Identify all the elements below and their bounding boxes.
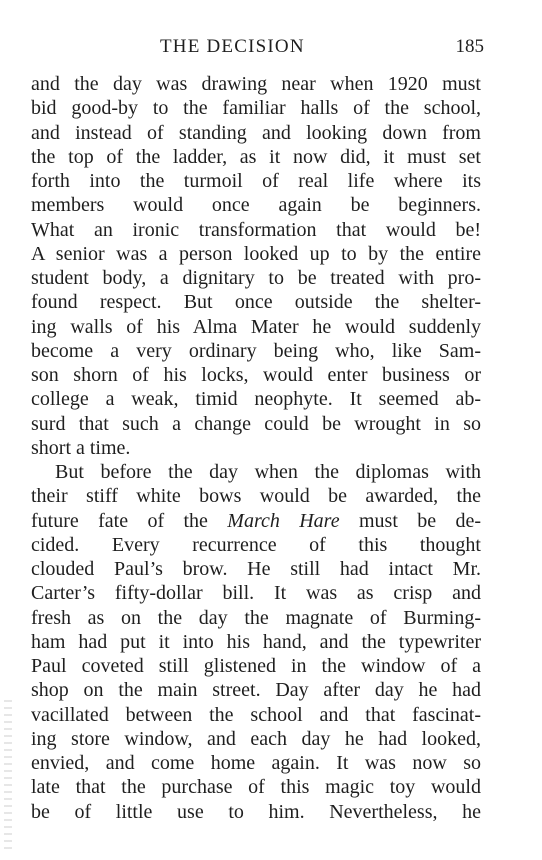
- text-line: son shorn of his locks, would enter business or: [31, 364, 481, 386]
- scan-margin-artifact: [4, 700, 12, 850]
- text-line: late that the purchase of this magic toy would: [31, 776, 481, 799]
- text-line: their stiff white bows would be awarded, the: [31, 485, 481, 508]
- text-line: envied, and come home again. It was now so: [31, 752, 481, 774]
- text-fragment: future fate of the: [31, 509, 208, 532]
- text-line: Paul coveted still glistened in the window of a: [31, 655, 481, 677]
- text-line: bid good-by to the familiar halls of the school,: [31, 97, 481, 120]
- text-line: clouded Paul’s brow. He still had intact Mr.: [31, 558, 481, 580]
- text-line: college a weak, timid neophyte. It seemed ab-: [31, 388, 481, 411]
- body-text: [31, 72, 481, 824]
- page-header: [0, 36, 542, 60]
- text-line: cided. Every recurrence of this thought: [31, 533, 481, 556]
- text-line: Carter’s fifty-dollar bill. It was as crisp and: [31, 582, 481, 605]
- text-line: shop on the main street. Day after day he had: [31, 679, 481, 702]
- text-line: and the day was drawing near when 1920 must: [31, 73, 481, 95]
- text-line: ing walls of his Alma Mater he would suddenly: [31, 315, 481, 338]
- text-line: What an ironic transformation that would be!: [31, 218, 481, 241]
- text-line: the top of the ladder, as it now did, it must set: [31, 145, 481, 168]
- book-title-march-hare: March Hare: [227, 509, 340, 532]
- text-fragment: must be de-: [358, 509, 482, 532]
- text-line: members would once again be beginners.: [31, 194, 481, 217]
- page-number: 185: [455, 36, 484, 57]
- text-line: be of little use to him. Nevertheless, he: [31, 800, 481, 823]
- text-line: and instead of standing and looking down from: [31, 121, 481, 144]
- text-line: surd that such a change could be wrought in so: [31, 412, 481, 435]
- text-line: become a very ordinary being who, like Sam-: [31, 339, 481, 362]
- text-line: forth into the turmoil of real life where its: [31, 170, 481, 192]
- text-line: fresh as on the day the magnate of Burming-: [31, 606, 481, 629]
- text-line: ing store window, and each day he had looked,: [31, 727, 481, 750]
- text-line: short a time.: [31, 436, 131, 459]
- text-line: student body, a dignitary to be treated with pro-: [31, 267, 481, 289]
- text-line: But before the day when the diplomas with: [55, 461, 481, 483]
- running-title: THE DECISION: [160, 36, 305, 57]
- text-line-with-title: [31, 509, 481, 533]
- text-line: A senior was a person looked up to by the entire: [31, 242, 481, 265]
- text-line: vacillated between the school and that fascinat-: [31, 703, 481, 726]
- text-line: ham had put it into his hand, and the typewriter: [31, 630, 481, 653]
- text-line: found respect. But once outside the shelter-: [31, 291, 481, 314]
